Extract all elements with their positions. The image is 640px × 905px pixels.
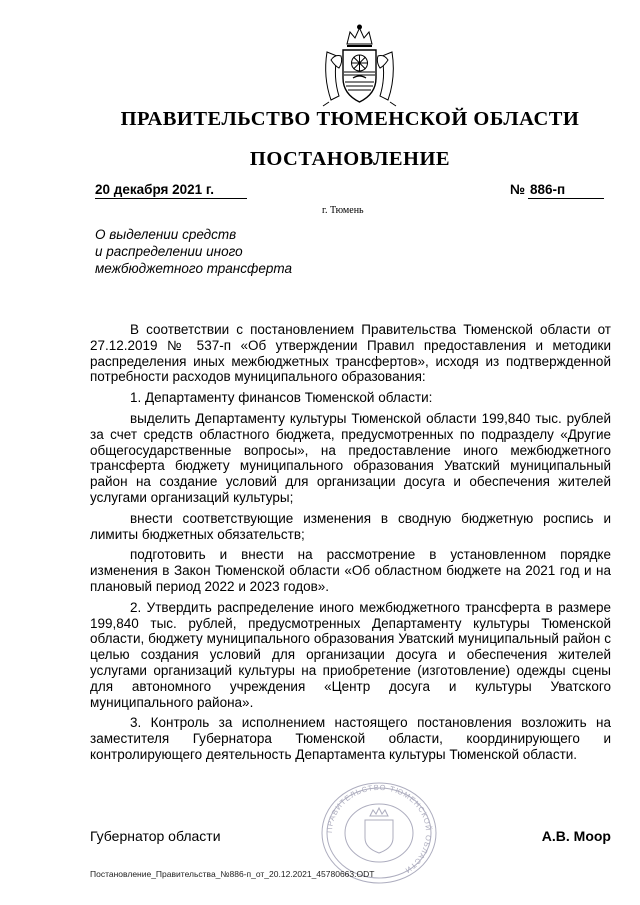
subject-line: межбюджетного трансферта	[95, 261, 293, 276]
body-paragraph-item-2: 2. Утвердить распределение иного межбюджетного трансферта в размере 199,840 тыс. рублей, предусмотренных Департаменту культуры Тюменской области, бюджету муниципального образования Уватский муниципальный район с целью создания условий для организации досуга и обеспечения жителей услугами организаций культуры на приобретение (изготовление) одежды сцены для автономного учреждения «Центр досуга и культуры Уватского муниципального района».	[90, 599, 611, 710]
body-paragraph-preamble: В соответствии с постановлением Правительства Тюменской области от 27.12.2019 № 537-п «Об утверждении Правил предоставления и методики распределения иных межбюджетных трансфертов», исходя из подтвержденной потребности расходов муниципального образования:	[90, 322, 611, 385]
subject-line: О выделении средств	[95, 227, 237, 242]
svg-text:ПРАВИТЕЛЬСТВО ТЮМЕНСКОЙ ОБЛАСТ	[325, 783, 433, 875]
document-city: г. Тюмень	[322, 205, 364, 216]
document-subject	[95, 226, 335, 277]
body-paragraph-item-3: 3. Контроль за исполнением настоящего постановления возложить на заместителя Губернатора Тюменской области, координирующего и контролирующего деятельность Департамента культуры Тюменской области.	[90, 715, 611, 762]
body-paragraph-budget-changes: внести соответствующие изменения в сводную бюджетную роспись и лимиты бюджетных обязательств;	[90, 510, 611, 542]
document-body	[90, 322, 611, 768]
coat-of-arms-icon	[317, 22, 402, 108]
government-title: ПРАВИТЕЛЬСТВО ТЮМЕНСКОЙ ОБЛАСТИ	[120, 108, 580, 130]
document-number: 886-п	[528, 182, 604, 199]
body-paragraph-allocate: выделить Департаменту культуры Тюменской области 199,840 тыс. рублей за счет средств областного бюджета, предусмотренных по подразделу «Другие общегосударственные вопросы», на предоставление иного межбюджетного трансферта бюджету муниципального образования Уватский муниципальный район на создание условий для организации досуга и обеспечения жителей услугами организаций культуры;	[90, 410, 611, 505]
stamp-text: ПРАВИТЕЛЬСТВО ТЮМЕНСКОЙ ОБЛАСТИ	[324, 782, 434, 876]
body-paragraph-item-1: 1. Департаменту финансов Тюменской области:	[130, 390, 433, 406]
signer-name: А.В. Моор	[541, 828, 611, 844]
document-type: ПОСТАНОВЛЕНИЕ	[249, 148, 451, 170]
number-sign: №	[510, 182, 526, 197]
signer-title: Губернатор области	[90, 828, 221, 844]
footer-filename: Постановление_Правительства_№886-п_от_20.12.2021_45780663.ODT	[90, 869, 375, 879]
body-paragraph-law-changes: подготовить и внести на рассмотрение в установленном порядке изменения в Закон Тюменской области «Об областном бюджете на 2021 год и на плановый период 2022 и 2023 годов».	[90, 547, 611, 594]
document-date: 20 декабря 2021 г.	[95, 182, 247, 199]
subject-line: и распределении иного	[95, 244, 243, 259]
